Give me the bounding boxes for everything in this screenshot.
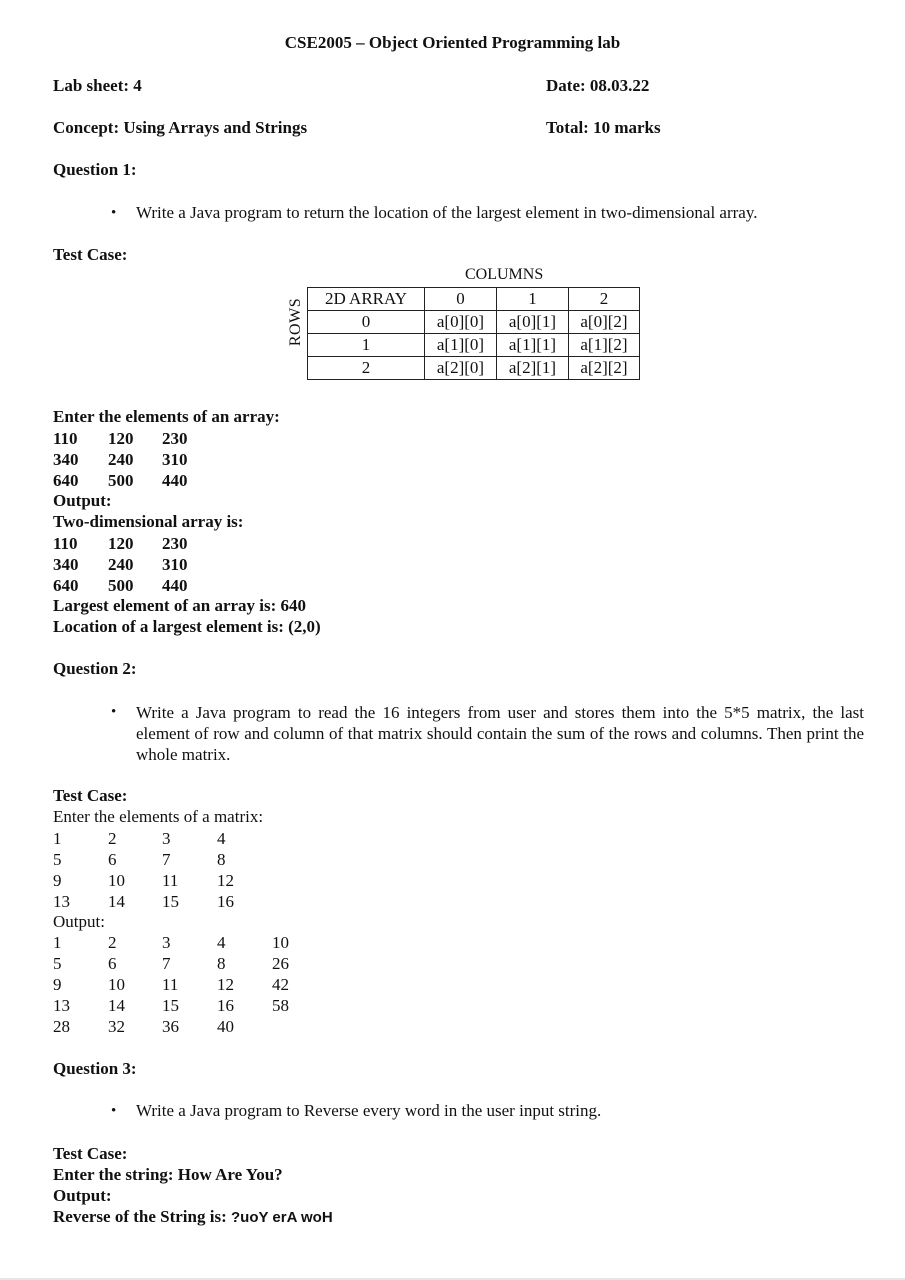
- q3-question-text: Write a Java program to Reverse every word in the user input string.: [136, 1101, 602, 1120]
- q3-heading: Question 3:: [53, 1059, 137, 1078]
- grid-value: 10: [108, 975, 125, 994]
- q2-bullet-icon: •: [111, 704, 117, 720]
- grid-value: 6: [108, 850, 117, 869]
- table-cell: a[2][2]: [569, 357, 640, 380]
- grid-value: 120: [108, 429, 134, 448]
- table-header-cell: 1: [497, 288, 569, 311]
- table-row: [308, 334, 640, 357]
- q3-output-label: Output:: [53, 1186, 112, 1205]
- grid-value: 28: [53, 1017, 70, 1036]
- grid-value: 7: [162, 850, 171, 869]
- grid-value: 310: [162, 555, 188, 574]
- grid-value: 40: [217, 1017, 234, 1036]
- grid-value: 4: [217, 933, 226, 952]
- grid-value: 16: [217, 892, 234, 911]
- grid-value: 1: [53, 829, 62, 848]
- grid-value: 8: [217, 850, 226, 869]
- array-index-table: [307, 287, 640, 380]
- table-header-cell: 2D ARRAY: [308, 288, 425, 311]
- table-cell: a[0][0]: [425, 311, 497, 334]
- q3-bullet-icon: •: [111, 1103, 117, 1119]
- q2-heading: Question 2:: [53, 659, 137, 678]
- q1-bullet-icon: •: [111, 205, 117, 221]
- grid-value: 110: [53, 534, 78, 553]
- table-header-row: [308, 288, 640, 311]
- table-cell: a[2][0]: [425, 357, 497, 380]
- grid-value: 32: [108, 1017, 125, 1036]
- q3-enter-text: Enter the string: How Are You?: [53, 1165, 283, 1184]
- grid-value: 12: [217, 871, 234, 890]
- grid-value: 2: [108, 933, 117, 952]
- concept-label: Concept: Using Arrays and Strings: [53, 118, 308, 137]
- q2-output-label: Output:: [53, 912, 105, 931]
- grid-value: 9: [53, 871, 62, 890]
- grid-value: 13: [53, 892, 70, 911]
- grid-value: 1: [53, 933, 62, 952]
- table-cell: a[1][0]: [425, 334, 497, 357]
- q1-array-label: Two-dimensional array is:: [53, 512, 244, 531]
- grid-value: 26: [272, 954, 289, 973]
- grid-value: 11: [162, 871, 179, 890]
- q1-test-case-label: Test Case:: [53, 245, 128, 264]
- table-cell: a[0][2]: [569, 311, 640, 334]
- grid-value: 14: [108, 996, 125, 1015]
- q1-location-text: Location of a largest element is: (2,0): [53, 617, 321, 636]
- grid-value: 15: [162, 996, 179, 1015]
- table-header-cell: 0: [425, 288, 497, 311]
- grid-value: 120: [108, 534, 134, 553]
- grid-value: 230: [162, 534, 188, 553]
- q3-result-line: [53, 1207, 333, 1227]
- table-cell: 2: [308, 357, 425, 380]
- q3-result-value: ?uoY erA woH: [231, 1209, 333, 1226]
- q1-question-text: Write a Java program to return the location of the largest element in two-dimensional array.: [136, 203, 758, 222]
- grid-value: 230: [162, 429, 188, 448]
- grid-value: 14: [108, 892, 125, 911]
- grid-value: 310: [162, 450, 188, 469]
- date-label: Date: 08.03.22: [546, 76, 650, 95]
- grid-value: 3: [162, 829, 171, 848]
- grid-value: 500: [108, 576, 134, 595]
- grid-value: 58: [272, 996, 289, 1015]
- table-cell: a[1][1]: [497, 334, 569, 357]
- q3-test-case-label: Test Case:: [53, 1144, 128, 1163]
- grid-value: 12: [217, 975, 234, 994]
- columns-label: COLUMNS: [465, 266, 544, 283]
- grid-value: 440: [162, 576, 188, 595]
- rows-label: ROWS: [287, 297, 304, 347]
- grid-value: 110: [53, 429, 78, 448]
- grid-value: 4: [217, 829, 226, 848]
- q1-output-label: Output:: [53, 491, 112, 510]
- grid-value: 500: [108, 471, 134, 490]
- table-cell: a[1][2]: [569, 334, 640, 357]
- grid-value: 340: [53, 555, 79, 574]
- table-cell: 1: [308, 334, 425, 357]
- grid-value: 3: [162, 933, 171, 952]
- grid-value: 240: [108, 555, 134, 574]
- total-marks-label: Total: 10 marks: [546, 118, 661, 137]
- grid-value: 7: [162, 954, 171, 973]
- grid-value: 640: [53, 471, 79, 490]
- grid-value: 440: [162, 471, 188, 490]
- table-cell: 0: [308, 311, 425, 334]
- table-cell: a[0][1]: [497, 311, 569, 334]
- grid-value: 5: [53, 954, 62, 973]
- grid-value: 5: [53, 850, 62, 869]
- document-title: CSE2005 – Object Oriented Programming lab: [284, 33, 621, 52]
- grid-value: 340: [53, 450, 79, 469]
- table-header-cell: 2: [569, 288, 640, 311]
- grid-value: 16: [217, 996, 234, 1015]
- q1-enter-label: Enter the elements of an array:: [53, 407, 280, 426]
- table-row: [308, 311, 640, 334]
- table-cell: a[2][1]: [497, 357, 569, 380]
- grid-value: 36: [162, 1017, 179, 1036]
- grid-value: 8: [217, 954, 226, 973]
- grid-value: 6: [108, 954, 117, 973]
- grid-value: 11: [162, 975, 179, 994]
- grid-value: 9: [53, 975, 62, 994]
- q1-largest-text: Largest element of an array is: 640: [53, 596, 307, 615]
- grid-value: 640: [53, 576, 79, 595]
- grid-value: 13: [53, 996, 70, 1015]
- table-row: [308, 357, 640, 380]
- grid-value: 240: [108, 450, 134, 469]
- grid-value: 15: [162, 892, 179, 911]
- grid-value: 42: [272, 975, 289, 994]
- lab-sheet-label: Lab sheet: 4: [53, 76, 142, 95]
- grid-value: 2: [108, 829, 117, 848]
- grid-value: 10: [108, 871, 125, 890]
- q2-question-text: Write a Java program to read the 16 integers from user and stores them into the 5*5 matrix, the last element of row and column of that matrix should contain the sum of the rows and columns. Then print the whole matrix.: [136, 703, 864, 764]
- q2-enter-label: Enter the elements of a matrix:: [53, 807, 264, 826]
- q1-heading: Question 1:: [53, 160, 137, 179]
- q2-test-case-label: Test Case:: [53, 786, 128, 805]
- q3-result-prefix: Reverse of the String is:: [53, 1207, 231, 1226]
- grid-value: 10: [272, 933, 289, 952]
